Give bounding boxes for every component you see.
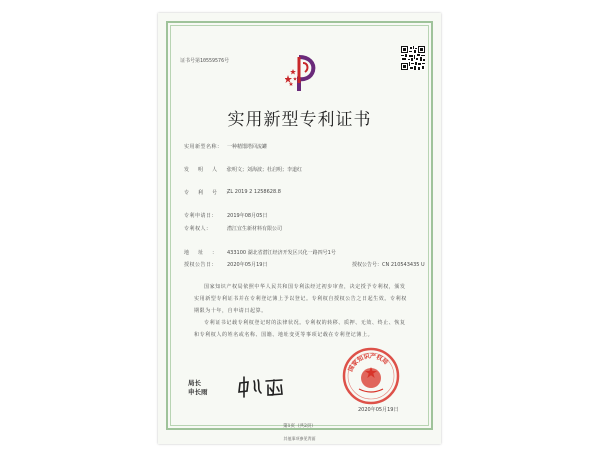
footer-note: 其他事项参见背面 [283,436,316,441]
seal-date: 2020年05月19日 [358,407,399,413]
cnipa-logo-icon [285,53,317,93]
field-label: 地址： [184,250,227,256]
grant-number-value: CN 210543435 U [382,262,425,268]
field-label: 专利权人： [184,226,212,232]
seal-text: 国家知识产权局 [347,352,390,373]
field-value: 2020年05月19日 [227,262,268,268]
signer-name: 申长雨 [188,388,208,396]
certificate-number: 证书号第10559576号 [180,58,230,64]
field-value: 潜江宜生新材料有限公司 [227,226,283,232]
handwritten-signature-icon [236,375,288,399]
page-number: 第1页（共2页） [283,424,316,429]
field-value: 一种精馏塔回流罐 [227,144,268,150]
official-seal-icon [341,345,401,407]
paragraph-legal-status: 专利证书记载专利权登记时的法律状况。专利权的转移、质押、无效、终止、恢复和专利权人的姓名或名称、国籍、地址变更等事项记载在专利登记簿上。 [194,320,406,338]
grant-number [352,261,425,268]
paragraph-grant: 国家知识产权局依照中华人民共和国专利法经过初步审查，决定授予专利权，颁发实用新型专利证书并在专利登记簿上予以登记。专利权自授权公告之日起生效。专利权期限为十年，自申请日起算。 [194,284,407,314]
field-label: 发明人： [184,167,241,173]
field-value: ZL 2019 2 1258628.8 [227,189,281,195]
field-value: 433100 湖北省潜江经济开发区兴化一路四号1号 [227,250,336,256]
certificate-title: 实用新型专利证书 [227,110,372,130]
signer-block [188,379,208,397]
qr-code-icon [401,46,425,70]
field-label: 实用新型名称： [184,144,223,150]
field-value: 2019年08月05日 [227,213,268,219]
grant-number-label: 授权公告号： [352,262,383,268]
field-label: 专利申请日： [184,213,218,219]
field-label: 专利号： [184,190,241,196]
field-value: 张明文；刘海波；杜启明；李道红 [227,167,303,173]
field-label: 授权公告日： [184,262,218,268]
certificate-page [158,13,441,444]
certificate-body [194,281,411,341]
signer-title: 局长 [188,379,201,387]
